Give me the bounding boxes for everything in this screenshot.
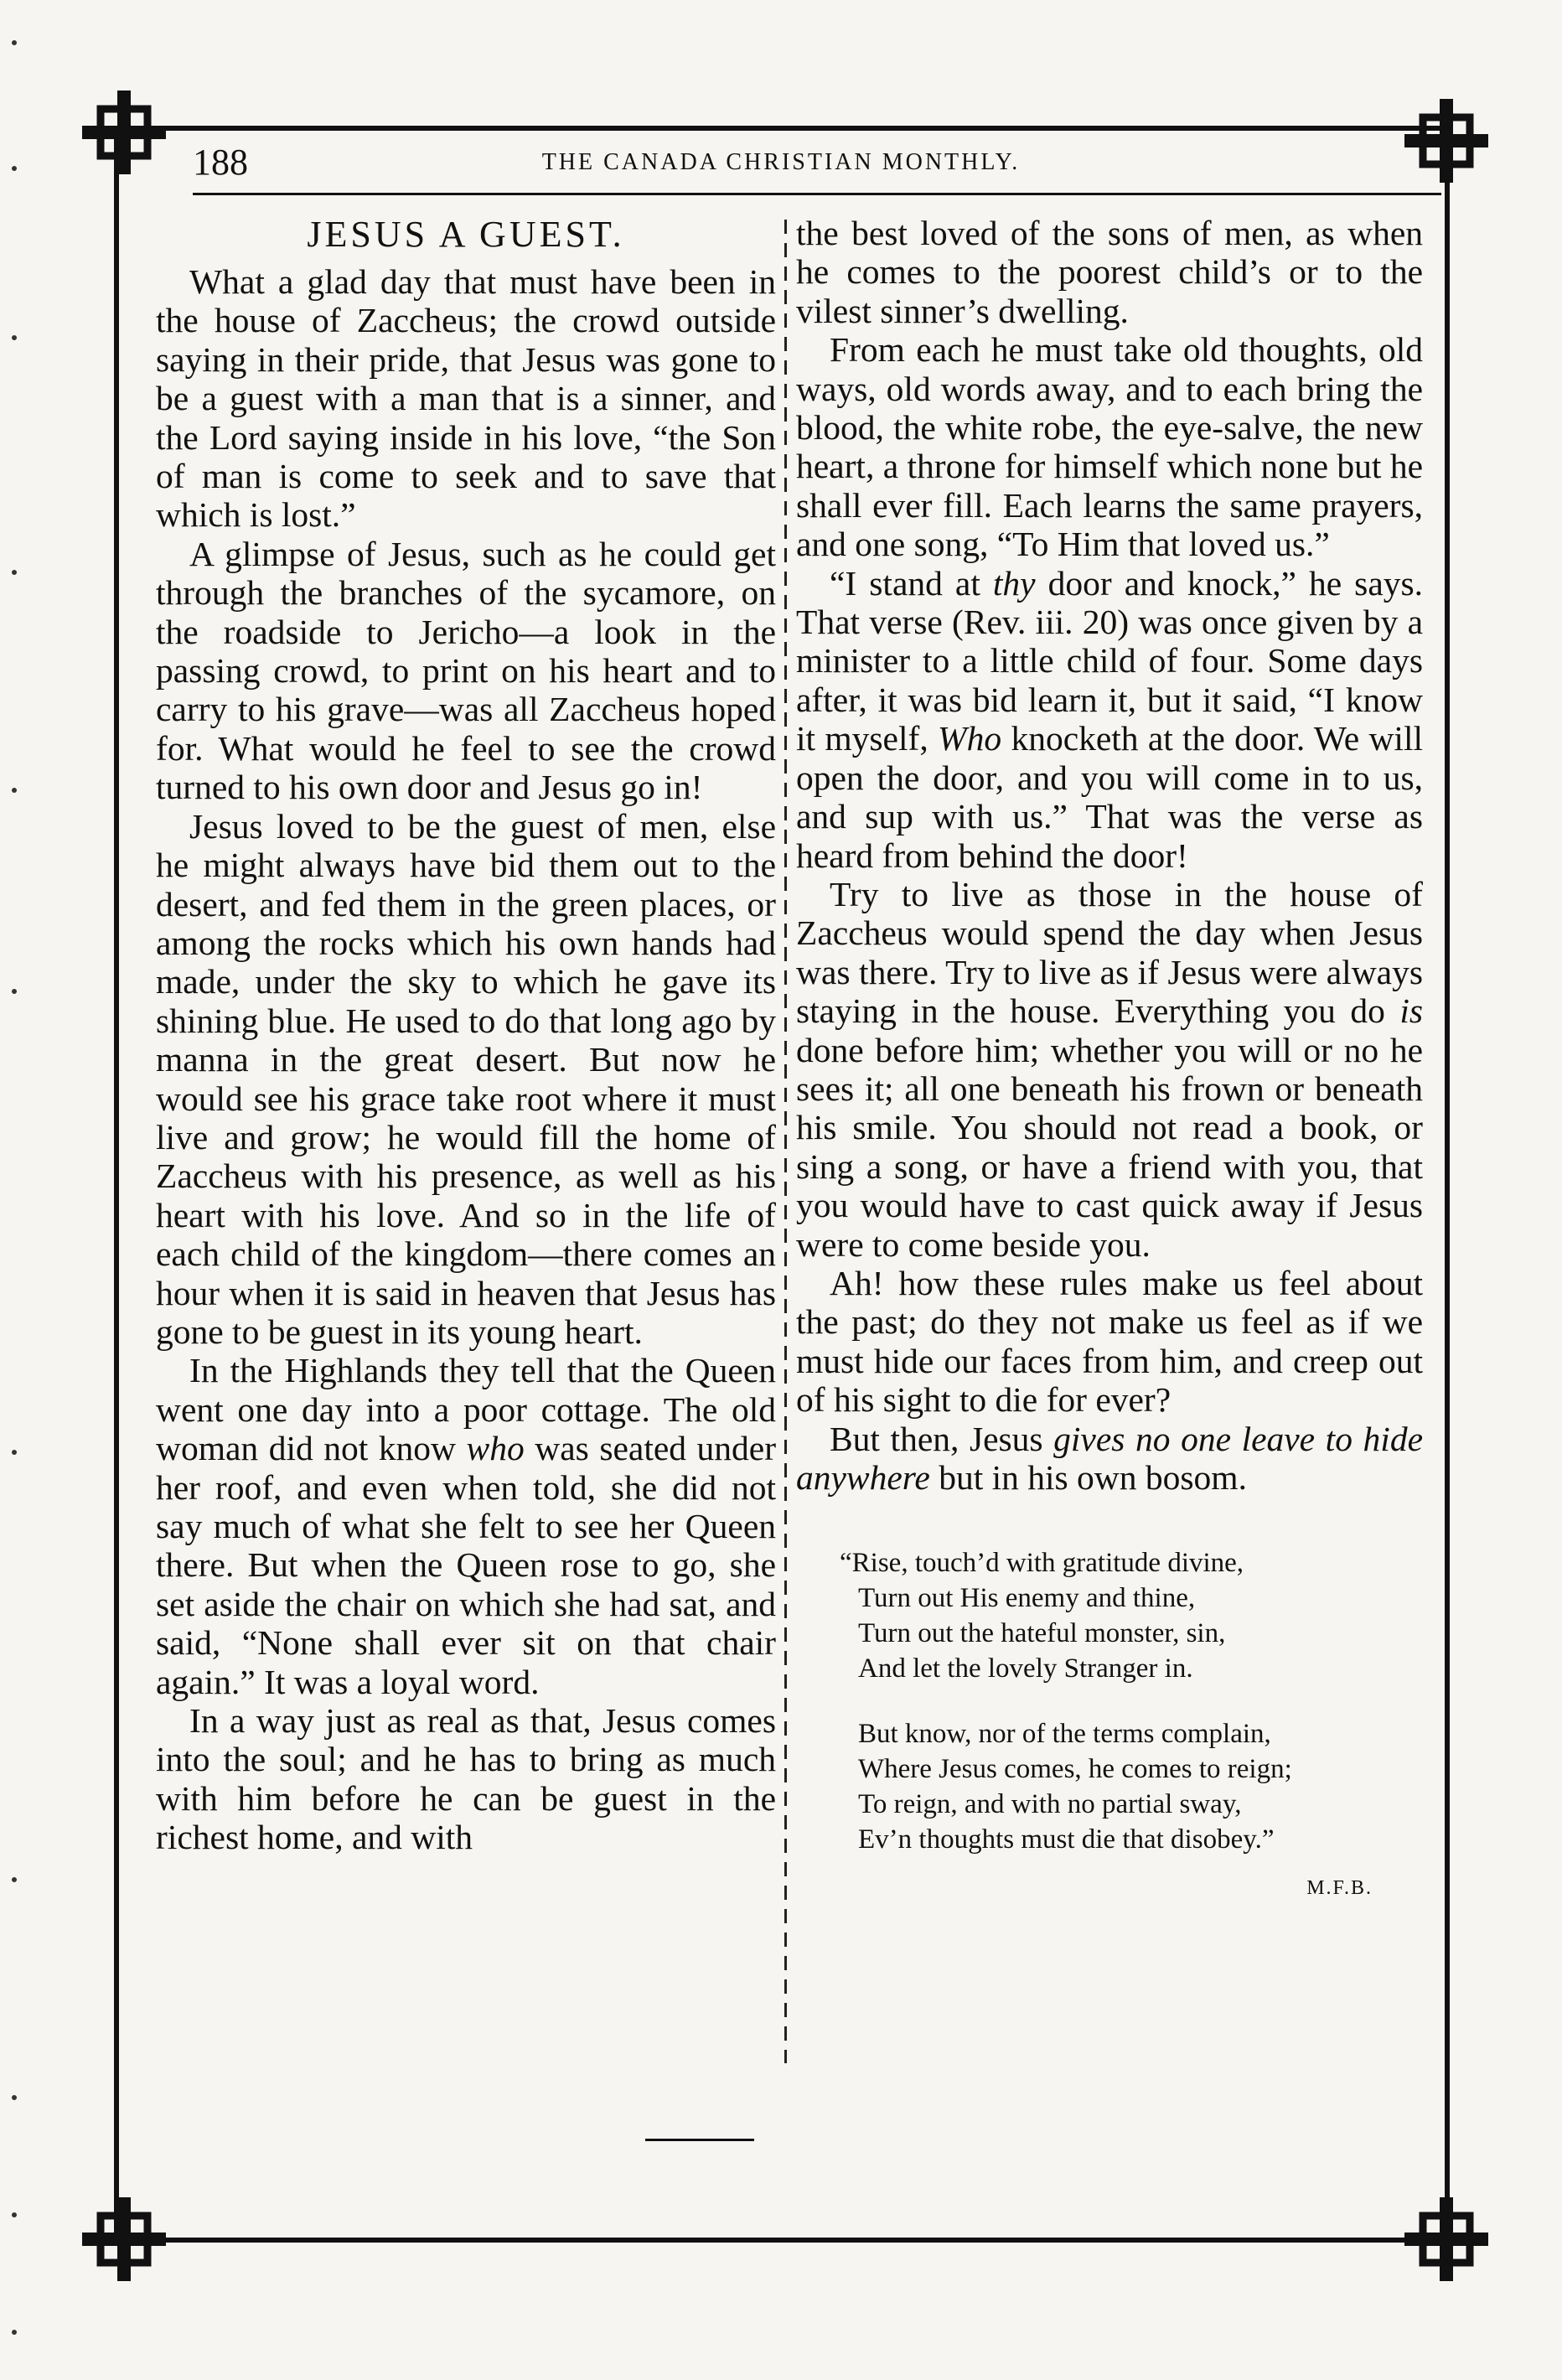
paragraph-text: In the Highlands they tell that the Queen went one day into a poor cottage. The old woman did not know bbox=[156, 1351, 776, 1468]
italic-word: is bbox=[1399, 991, 1423, 1031]
paragraph-text: was seated under her roof, and even when told, she did not say much of what she felt to see her Queen there. But when the Queen rose to go, she set aside the chair on which she had sat, and said, “None shall ever sit on that chair again.” It was a loyal word. bbox=[156, 1429, 777, 1701]
left-column bbox=[156, 214, 776, 1857]
italic-word: Who bbox=[938, 719, 1002, 758]
paragraph bbox=[156, 1351, 776, 1701]
poem-line: To reign, and with no partial sway, bbox=[858, 1789, 1242, 1820]
paragraph-text: done before him; whether you will or no he sees it; all one beneath his frown or beneath his smile. You should not read a book, or sing a song, or have a friend with you, that you would have to cast quick away if Jesus were to come beside you. bbox=[796, 1030, 1423, 1264]
poem bbox=[840, 1545, 1423, 1906]
italic-word: who bbox=[466, 1429, 525, 1468]
paragraph-text: “I stand at bbox=[830, 563, 980, 603]
poem-line: Ev’n thoughts must die that disobey.” bbox=[858, 1824, 1275, 1855]
right-column bbox=[796, 214, 1423, 1906]
poem-line: Turn out His enemy and thine, bbox=[858, 1583, 1196, 1614]
article-title: JESUS A GUEST. bbox=[307, 214, 625, 255]
corner-ornament-bottom-right bbox=[1404, 2197, 1488, 2281]
frame-left-rule bbox=[114, 126, 119, 2243]
paragraph: A glimpse of Jesus, such as he could get through the branches of the sycamore, on the roadside to Jericho—a look in the passing crowd, to print on his heart and to carry to his grave—was all Zaccheus hoped for. What would he feel to see the crowd turned to his own door and Jesus go in! bbox=[156, 534, 776, 807]
paragraph bbox=[796, 875, 1423, 1264]
frame-top-rule bbox=[126, 126, 1441, 131]
column-divider bbox=[784, 220, 787, 2063]
poem-line: Where Jesus comes, he comes to reign; bbox=[858, 1754, 1292, 1785]
italic-phrase: gives no one leave to hide anywhere bbox=[796, 1419, 1423, 1497]
poem-stanza bbox=[840, 1545, 1423, 1686]
paragraph bbox=[796, 564, 1423, 875]
paragraph-text: door and knock,” he says. That verse (Rev. iii. 20) was once given by a minister to a little child of four. Some days after, it was bid learn it, but it said, “I know it myself, bbox=[796, 563, 1424, 758]
paragraph: What a glad day that must have been in the house of Zaccheus; the crowd outside saying in their pride, that Jesus was gone to be a guest with a man that is a sinner, and the Lord saying inside in his love, “the Son of man is come to seek and to save that which is lost.” bbox=[156, 262, 776, 535]
frame-top-rule-inner bbox=[193, 193, 1441, 195]
poem-line: But know, nor of the terms complain, bbox=[858, 1719, 1271, 1750]
paragraph-text: knocketh at the door. We will open the door, and you will come in to us, and sup with us.” That was the verse as heard from behind the door! bbox=[796, 719, 1424, 875]
paragraph: Ah! how these rules make us feel about the past; do they not make us feel as if we must hide our faces from him, and creep out of his sight to die for ever? bbox=[796, 1263, 1423, 1420]
frame-bottom-rule bbox=[126, 2238, 1441, 2243]
margin-marks bbox=[7, 0, 27, 2380]
corner-ornament-top-left bbox=[82, 91, 166, 174]
corner-ornament-top-right bbox=[1404, 99, 1488, 183]
paragraph-text: but in his own bosom. bbox=[939, 1458, 1247, 1497]
end-rule bbox=[645, 2139, 754, 2141]
paragraph: Jesus loved to be the guest of men, else he might always have bid them out to the desert, and fed them in the green places, or among the rocks which his own hands had made, under the sky to which he gave its shining blue. He used to do that long ago by manna in the great desert. But now he would see his grace take root where it must live and grow; he would fill the home of Zaccheus with his presence, as well as his heart with his love. And so in the life of each child of the kingdom—there comes an hour when it is said in heaven that Jesus has gone to be guest in its young heart. bbox=[156, 806, 776, 1351]
poem-stanza bbox=[840, 1716, 1423, 1857]
poem-line: “Rise, touch’d with gratitude divine, bbox=[840, 1548, 1244, 1579]
poem-line: And let the lovely Stranger in. bbox=[858, 1653, 1193, 1684]
paragraph: the best loved of the sons of men, as when he comes to the poorest child’s or to the vilest sinner’s dwelling. bbox=[796, 214, 1423, 330]
paragraph: From each he must take old thoughts, old ways, old words away, and to each bring the blood, the white robe, the eye-salve, the new heart, a throne for himself which none but he shall ever fill. Each learns the same prayers, and one song, “To Him that loved us.” bbox=[796, 330, 1423, 564]
paragraph bbox=[796, 1420, 1423, 1498]
page-header bbox=[176, 141, 1386, 191]
author-signature: M.F.B. bbox=[1306, 1877, 1373, 1900]
frame-right-rule bbox=[1445, 126, 1450, 2243]
page-number: 188 bbox=[193, 142, 248, 183]
poem-line: Turn out the hateful monster, sin, bbox=[858, 1618, 1226, 1649]
paragraph: In a way just as real as that, Jesus comes into the soul; and he has to bring as much with him before he can be guest in the richest home, and with bbox=[156, 1701, 776, 1857]
italic-word: thy bbox=[992, 563, 1036, 603]
running-title: THE CANADA CHRISTIAN MONTHLY. bbox=[541, 149, 1021, 175]
paragraph-text: Try to live as those in the house of Zaccheus would spend the day when Jesus was there. Try to live as if Jesus were always staying in the house. Everything you do bbox=[796, 874, 1423, 1031]
paragraph-text: But then, Jesus bbox=[830, 1419, 1043, 1458]
corner-ornament-bottom-left bbox=[82, 2197, 166, 2281]
